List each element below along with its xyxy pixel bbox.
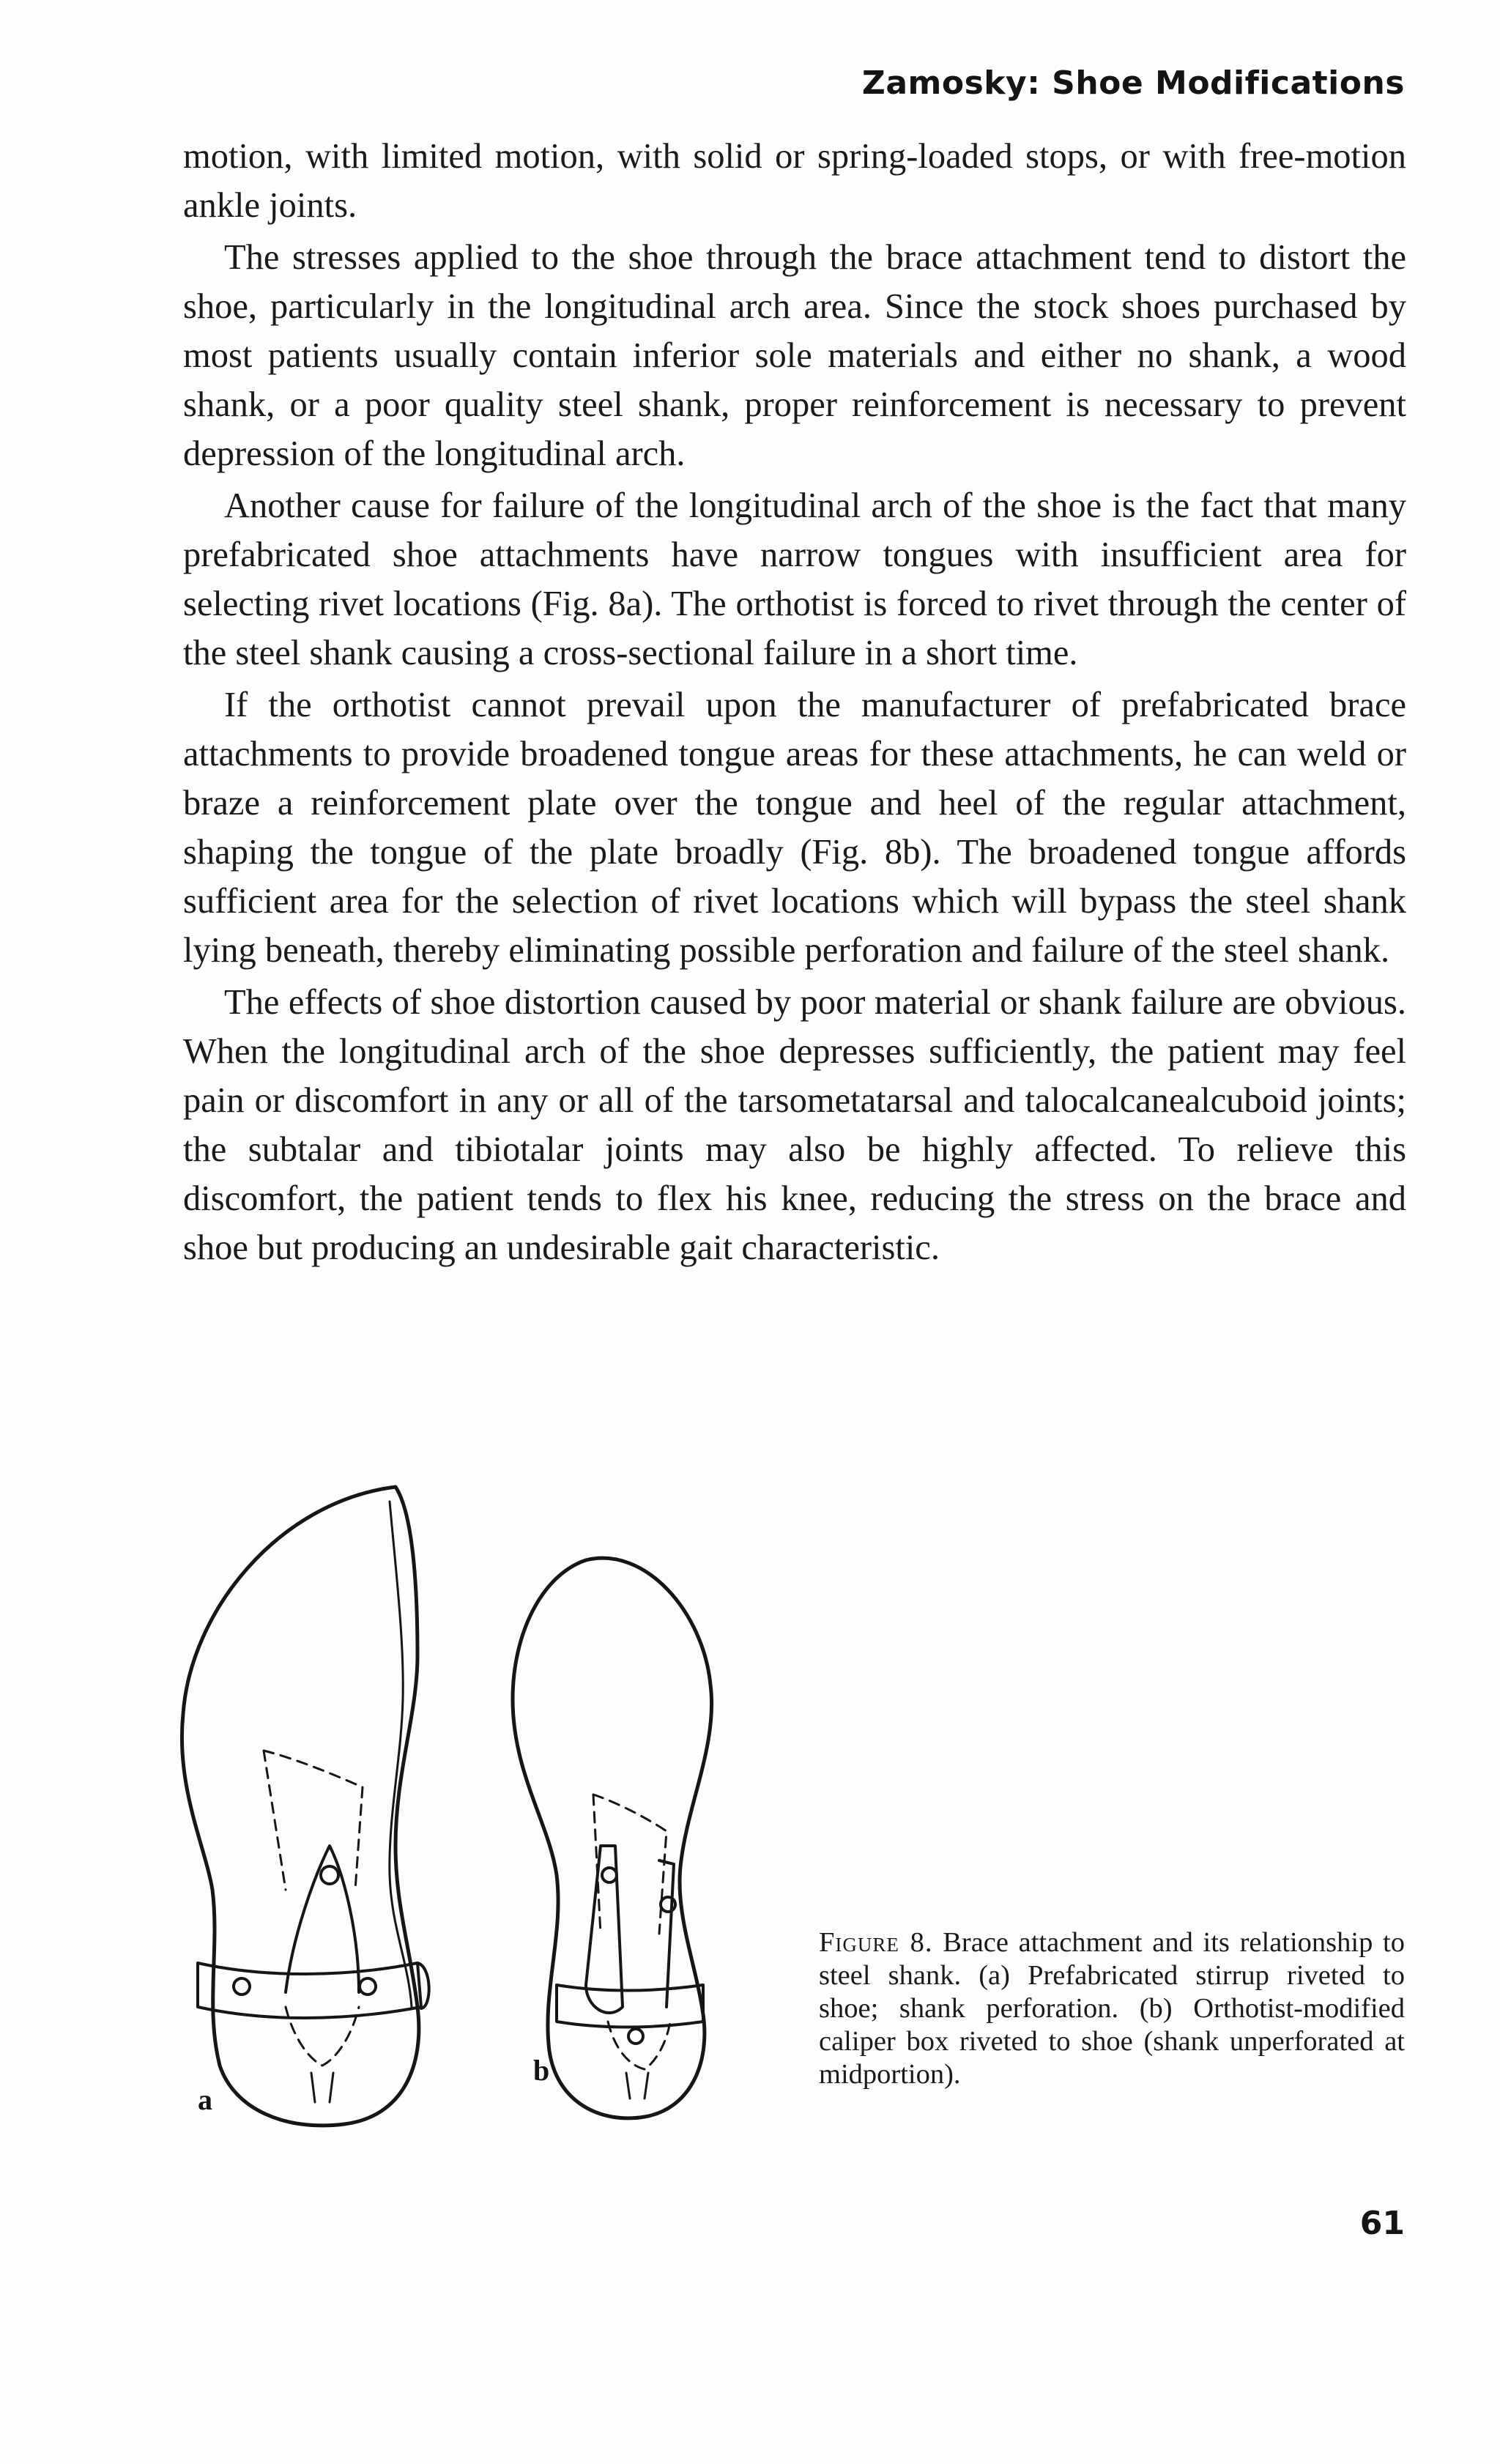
shoe-a-heel-lines — [311, 2073, 333, 2102]
shoe-b-plate — [557, 1985, 703, 2027]
caption-text: Brace attachment and its relationship to steel shank. (a) Prefabricated stirrup riveted to shoe; shank perforation. (b) Orthotist-modified caliper box riveted to shoe (shank unperforated at midportion). — [819, 1927, 1405, 2090]
page-number: 61 — [1359, 2205, 1405, 2242]
paragraph-3: Another cause for failure of the longitudinal arch of the shoe is the fact that many prefabricated shoe attachments have narrow tongues with insufficient area for selecting rivet locations (Fig. 8a). The orthotist is forced to rivet through the center of the steel shank causing a cross-sectional failure in a short time. — [183, 486, 1406, 672]
running-head: Zamosky: Shoe Modifications — [861, 64, 1405, 102]
paragraph-4: If the orthotist cannot prevail upon the manufacturer of prefabricated brace attachments to provide broadened tongue areas for these attachments, he can weld or braze a reinforcement plate over the tongue and heel of the regular attachment, shaping the tongue of the plate broadly (Fig. 8b). The broadened tongue affords sufficient area for the selection of rivet locations which will bypass the steel shank lying beneath, thereby eliminating possible perforation and failure of the steel shank. — [183, 686, 1406, 970]
figure-label-b: b — [533, 2054, 550, 2087]
shoe-b-steel-shank — [593, 1795, 667, 1934]
shoe-b-caliper-box-right — [659, 1860, 674, 2007]
shoe-a-outline — [182, 1487, 418, 2126]
shoe-a-tongue — [286, 1846, 359, 1992]
shoe-b-rivet-low — [628, 2029, 643, 2044]
figure-label-a: a — [198, 2083, 212, 2116]
shoe-sole-drawings — [176, 1480, 806, 2139]
shoe-a-rivet-right — [360, 1978, 376, 1994]
figure-8-illustration — [176, 1480, 806, 2139]
shoe-b-heel-lines — [626, 2073, 648, 2099]
shoe-a-rivet-top — [321, 1866, 338, 1884]
shoe-b-rivet-top — [602, 1868, 617, 1882]
paragraph-5: The effects of shoe distortion caused by poor material or shank failure are obvious. When the longitudinal arch of the shoe depresses sufficiently, the patient may feel pain or discomfort in any or all of the tarsometatarsal and talocalcanealcuboid joints; the subtalar and tibiotalar joints may also be highly affected. To relieve this discomfort, the patient tends to flex his knee, reducing the stress on the brace and shoe but producing an undesirable gait characteristic. — [183, 983, 1406, 1267]
shoe-a-inner-welt — [390, 1502, 412, 2007]
shoe-a-steel-shank — [264, 1751, 363, 1890]
shoe-a-rivet-left — [234, 1978, 250, 1994]
figure-caption — [819, 1926, 1405, 2091]
paragraph-2: The stresses applied to the shoe through the brace attachment tend to distort the shoe, particularly in the longitudinal arch area. Since the stock shoes purchased by most patients usually contain inferior sole materials and either no shank, a wood shank, or a poor quality steel shank, proper reinforcement is necessary to prevent depression of the longitudinal arch. — [183, 238, 1406, 473]
body-text — [183, 132, 1406, 1275]
paragraph-1: motion, with limited motion, with solid or spring-loaded stops, or with free-motion ankle joints. — [183, 137, 1406, 225]
caption-figure-name: Figure 8. — [819, 1927, 933, 1958]
shoe-b-outline — [513, 1558, 712, 2118]
shoe-a-stirrup — [198, 1963, 421, 2018]
